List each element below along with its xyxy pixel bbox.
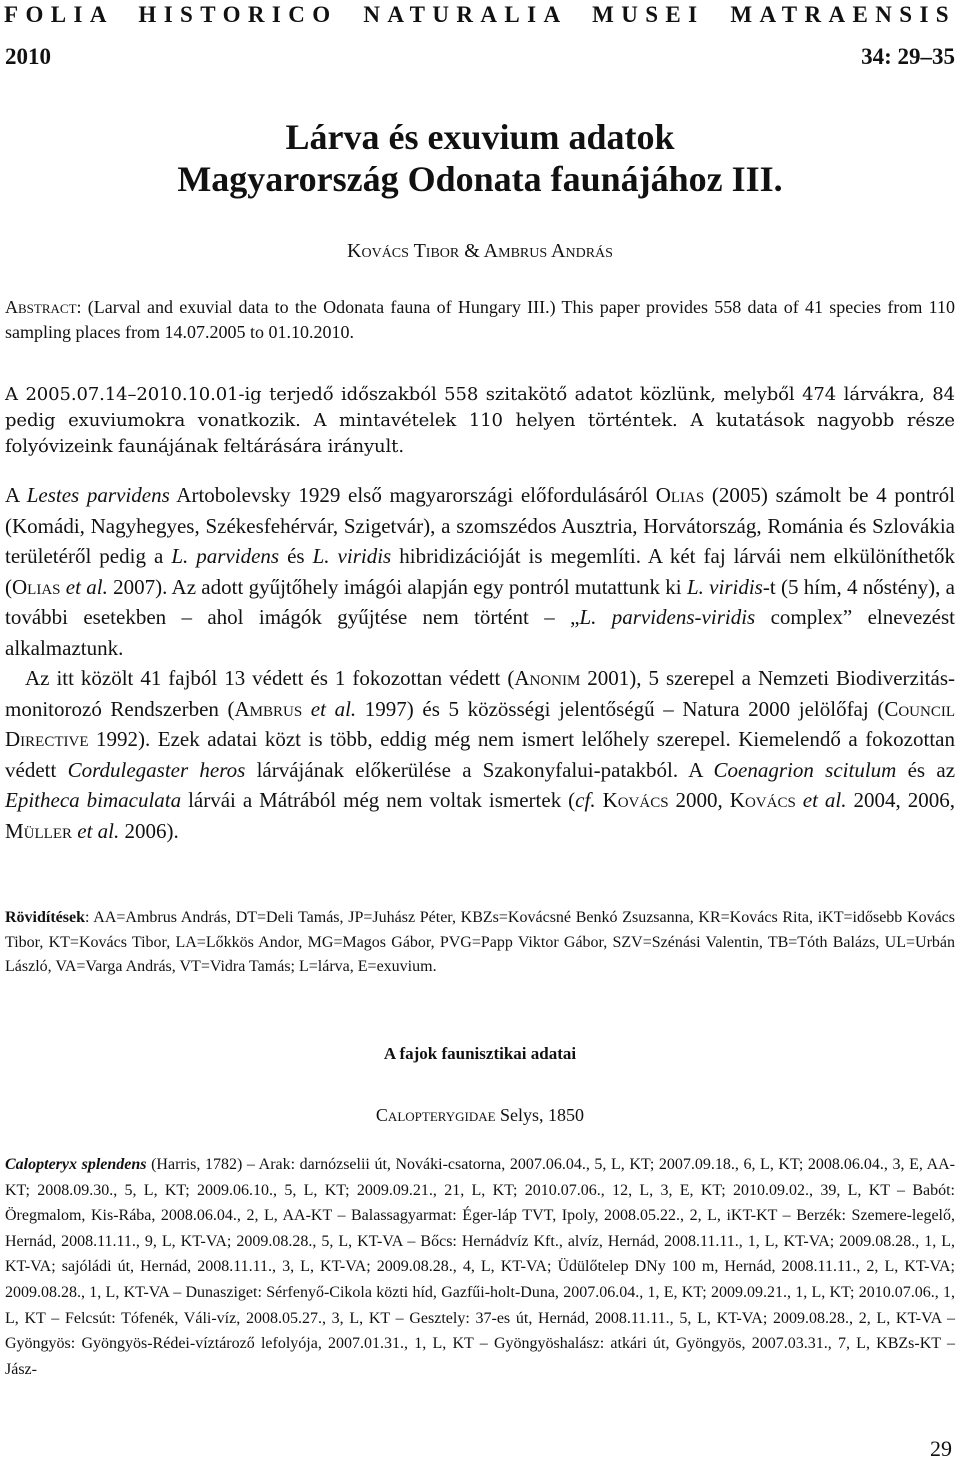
abbreviations-label: Rövidítések xyxy=(5,909,85,926)
species-name: Cordulegaster heros xyxy=(67,757,246,782)
text: 1992). Ezek adatai közt is több, eddig még nem ismert lelőhely szerepel. Kiemelendő a fokozottan védett xyxy=(5,727,955,782)
family-author: Selys, 1850 xyxy=(495,1105,585,1125)
article-title xyxy=(0,116,960,200)
cf: cf. xyxy=(575,788,596,812)
section-title: A fajok faunisztikai adatai xyxy=(383,1044,577,1063)
species-name: Calopteryx splendens xyxy=(5,1156,147,1173)
citation-author: Ambrus xyxy=(234,696,303,721)
et-al: et al. xyxy=(795,788,847,812)
text: és xyxy=(279,544,313,568)
text: Az itt közölt 41 fajból 13 védett és 1 fokozottan védett ( xyxy=(25,666,515,690)
family-heading xyxy=(0,1105,960,1126)
citation-author: Kovács xyxy=(602,788,669,812)
title-line-2: Magyarország Odonata faunájához III. xyxy=(177,159,783,199)
et-al: et al. xyxy=(60,574,108,599)
text: Artobolevsky 1929 első magyarországi előfordulásáról xyxy=(169,483,656,507)
abbreviations-text: : AA=Ambrus András, DT=Deli Tamás, JP=Juhász Péter, KBZs=Kovácsné Benkó Zsuzsanna, KR=Kovács Rita, iKT=idősebb Kovács Tibor, KT=Kovács Tibor, LA=Lőkkös Andor, MG=Magos Gábor, PVG=Papp Viktor Gábor, SZV=Szénási Valentin, TB=Tóth Balázs, UL=Urbán László, VA=Varga András, VT=Vidra Tamás; L=lárva, E=exuvium. xyxy=(5,909,955,976)
abbreviations xyxy=(5,906,955,980)
records-text: (Harris, 1782) – Arak: darnózselii út, Nováki-csatorna, 2007.06.04., 5, L, KT; 2007.09.18., 6, L, KT; 2008.06.04., 3, E, AA-KT; 2008.09.30., 5, L, KT; 2009.06.10., 5, L, KT; 2009.09.21., 21, L, KT; 2010.07.06., 12, L, 3, E, KT; 2010.09.02., 39, L, KT – Babót: Öregmalom, Kis-Rába, 2008.06.04., 2, L, AA-KT – Balassagyarmat: Éger-láp TVT, Ipoly, 2008.05.22., 2, L, iKT-KT – Berzék: Szemere-legelő, Hernád, 2008.11.11., 9, L, KT-VA; 2009.08.28., 5, L, KT-VA – Bőcs: Hernádvíz Kft., alvíz, Hernád, 2008.11.11., 1, L, KT-VA; 2009.08.28., 1, L, KT-VA; sajóládi út, Hernád, 2008.11.11., 3, L, KT-VA; 2009.08.28., 4, L, KT-VA; Üdülőtelep DNy 100 m, Hernád, 2008.11.11., 2, L, KT-VA; 2009.08.28., 1, L, KT-VA – Dunasziget: Sérfenyő-Cikola közti híd, Gazfűi-holt-Duna, 2007.06.04., 1, E, KT; 2009.09.21., 1, L, KT; 2010.07.06., 1, L, KT – Felcsút: Tófenék, Váli-víz, 2008.05.27., 3, L, KT – Gesztely: 37-es út, Hernád, 2008.11.11., 5, L, KT-VA; 2009.08.28., 2, L, KT-VA – Gyöngyös: Gyöngyös-Rédei-víztároző lefolyója, 2007.01.31., 1, L, KT – Gyöngyöshalász: atkári út, Gyöngyös, 2007.03.31., 7, L, KBZs-KT – Jász- xyxy=(5,1156,956,1378)
text: 2001), 5 szerepel a Nemzeti Biodiverzitás-monitorozó Rendszerben ( xyxy=(5,666,955,721)
species-name: Epitheca bimaculata xyxy=(5,788,182,812)
species-name: L. viridis xyxy=(312,544,392,568)
article-body xyxy=(5,480,955,846)
et-al: et al. xyxy=(302,696,357,721)
text: 1997) és 5 közösségi jelentőségű – Natura 2000 jelölőfaj ( xyxy=(356,696,885,721)
text: 2000, xyxy=(668,788,730,812)
family-name: Calopterygidae xyxy=(375,1105,496,1125)
species-name: L. viridis xyxy=(686,574,763,599)
species-name: Lestes parvidens xyxy=(26,483,170,507)
text: és az xyxy=(896,757,956,782)
abstract-text: (Larval and exuvial data to the Odonata fauna of Hungary III.) This paper provides 558 data of 41 species from 110 sampling places from 14.07.2005 to 01.10.2010. xyxy=(5,297,955,342)
citation-author: Council Directive xyxy=(5,696,955,751)
abstract-label: Abstract: xyxy=(5,297,82,317)
species-records xyxy=(5,1152,955,1382)
species-name: L. parvidens-viridis xyxy=(579,605,756,629)
citation-author: Olias xyxy=(12,574,61,599)
citation-author: Anonim xyxy=(514,666,581,690)
text: complex” elnevezést alkalmaztunk. xyxy=(5,605,956,660)
journal-title: FOLIA HISTORICO NATURALIA MUSEI MATRAENSIS xyxy=(4,2,956,27)
abstract xyxy=(5,295,955,345)
publication-year: 2010 xyxy=(5,44,51,69)
body-paragraph-2 xyxy=(5,663,955,846)
et-al: et al. xyxy=(72,818,120,843)
citation-author: Olias xyxy=(655,483,705,507)
species-name: Coenagrion scitulum xyxy=(713,757,897,782)
text: 2004, 2006, xyxy=(846,788,955,812)
text: (2005) számolt be 4 pontról (Komádi, Nagyhegyes, Székesfehérvár, Szigetvár), a szomszédos Ausztria, Horvátország, Románia és Szlovákia területéről pedig a xyxy=(5,483,955,568)
text: A xyxy=(5,483,27,507)
citation-author: Müller xyxy=(5,818,72,843)
text: lárvái a Mátrából még nem voltak ismertek ( xyxy=(181,788,576,812)
text: lárvájának előkerülése a Szakonyfalui-patakból. A xyxy=(245,757,714,782)
body-paragraph-1 xyxy=(5,480,955,663)
text xyxy=(596,788,603,812)
volume-pages: 34: 29–35 xyxy=(861,44,955,69)
text: 2007). Az adott gyűjtőhely imágói alapján egy pontról mutattunk ki xyxy=(107,574,687,599)
page-number: 29 xyxy=(930,1436,952,1461)
citation-author: Kovács xyxy=(729,788,796,812)
text: -t (5 hím, 4 nőstény), a további esetekben – ahol imágók gyűjtése nem történt – „ xyxy=(5,574,955,629)
text: 2006). xyxy=(119,818,179,843)
hungarian-summary: A 2005.07.14–2010.10.01-ig terjedő időszakból 558 szitakötő adatot közlünk, melyből 474 lárvákra, 84 pedig exuviumokra vonatkozik. A mintavételek 110 helyen történtek. A kutatások nagyobb része folyóvizeink faunájának feltárására irányult. xyxy=(5,384,955,457)
text: hibridizációját is megemlíti. A két faj lárvái nem elkülöníthetők ( xyxy=(5,544,955,599)
authors: Kovács Tibor & Ambrus András xyxy=(347,240,613,262)
title-line-1: Lárva és exuvium adatok xyxy=(285,117,675,157)
species-name: L. parvidens xyxy=(171,544,280,568)
